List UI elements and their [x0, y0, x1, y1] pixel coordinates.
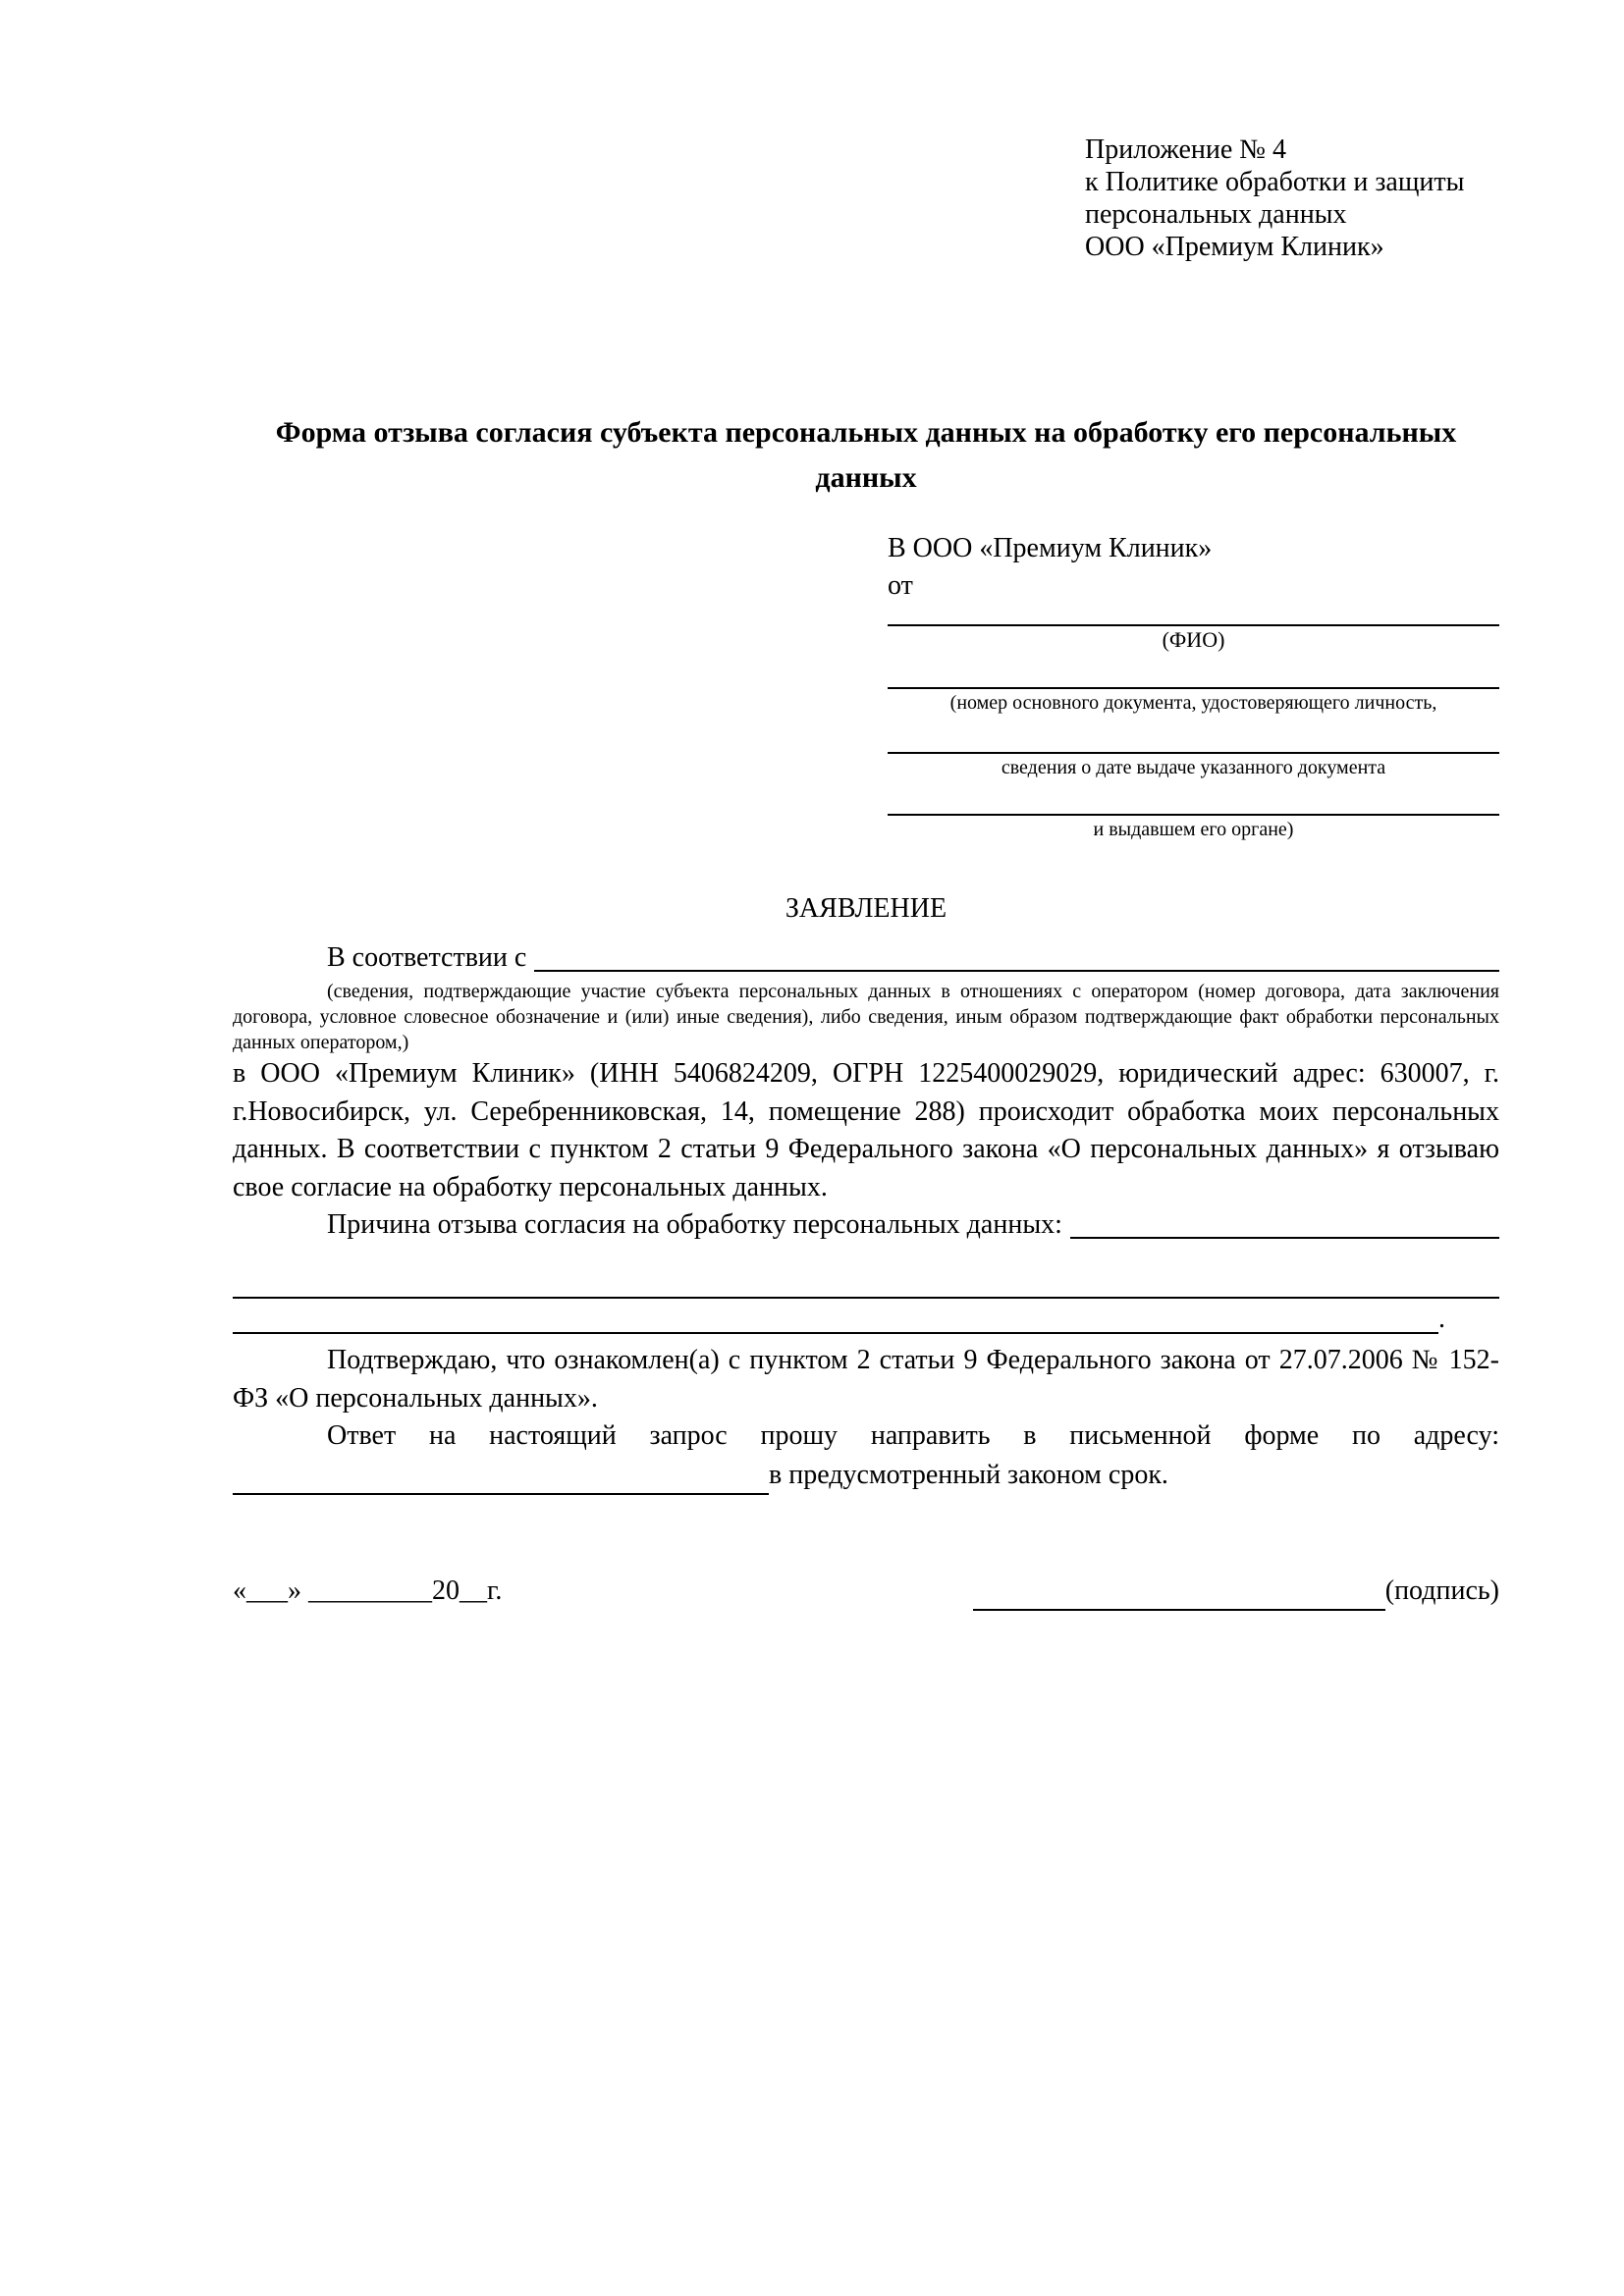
appendix-note	[1085, 133, 1499, 263]
statement-body: в ООО «Премиум Клиник» (ИНН 5406824209, ОГРН 1225400029029, юридический адрес: 630007, г. г.Новосибирск, ул. Серебренниковская, 14, помещение 288) происходит обработка моих персональных данных. В соответствии с пунктом 2 статьи 9 Федерального закона «О персональных данных» я отзываю свое согласие на обработку персональных данных.	[233, 1058, 1499, 1202]
statement-heading: ЗАЯВЛЕНИЕ	[785, 893, 947, 924]
appendix-note-line: ООО «Премиум Клиник»	[1085, 232, 1384, 262]
reason-blank-line	[1070, 1206, 1499, 1239]
signature-group	[973, 1572, 1499, 1611]
reason-prefix: Причина отзыва согласия на обработку персональных данных:	[327, 1209, 1062, 1240]
issuer-caption: и выдавшем его органе)	[1093, 819, 1294, 840]
addressee-from: от	[888, 570, 913, 601]
fio-caption: (ФИО)	[1162, 627, 1225, 652]
issue-date-caption: сведения о дате выдаче указанного документа	[1001, 757, 1386, 778]
signature-caption: (подпись)	[1384, 1575, 1499, 1606]
document-title: Форма отзыва согласия субъекта персональных данных на обработку его персональных данных	[275, 416, 1457, 494]
accordance-blank-line	[534, 939, 1499, 972]
accordance-prefix: В соответствии с	[327, 942, 527, 973]
reply-suffix: в предусмотренный законом срок.	[769, 1459, 1168, 1490]
signature-blank-line	[973, 1575, 1385, 1611]
reply-paragraph: Ответ на настоящий запрос прошу направить в письменной форме по адресу:	[327, 1420, 1499, 1451]
reason-continuation-blank-line-2	[233, 1297, 1438, 1334]
appendix-note-line: Приложение № 4	[1085, 134, 1286, 165]
reason-continuation-line-2	[233, 1299, 1499, 1334]
document-number-blank-line	[888, 654, 1499, 689]
addressee-block	[888, 530, 1499, 843]
issuer-blank-line	[888, 781, 1499, 816]
reply-address-blank-line	[233, 1460, 769, 1495]
confirmation-paragraph: Подтверждаю, что ознакомлен(а) с пунктом 2 статьи 9 Федерального закона от 27.07.2006 № 152-ФЗ «О персональных данных».	[233, 1345, 1499, 1414]
appendix-note-line: персональных данных	[1085, 199, 1347, 230]
reason-continuation-blank-line-1	[233, 1244, 1499, 1299]
reason-terminator: .	[1438, 1304, 1445, 1334]
accordance-line	[233, 939, 1499, 977]
document-number-caption: (номер основного документа, удостоверяющего личность,	[949, 692, 1437, 714]
date-blank: «___» _________20__г.	[233, 1575, 503, 1606]
reply-address-line	[233, 1456, 1499, 1495]
reason-line	[233, 1206, 1499, 1244]
fio-blank-line	[888, 605, 1499, 626]
signing-row	[233, 1572, 1499, 1611]
appendix-note-line: к Политике обработки и защиты	[1085, 167, 1465, 197]
issue-date-blank-line	[888, 717, 1499, 754]
addressee-to: В ООО «Премиум Клиник»	[888, 533, 1213, 563]
fine-print-note: (сведения, подтверждающие участие субъекта персональных данных в отношениях с оператором (номер договора, дата заключения договора, условное словесное обозначение и (или) иные сведения), либо сведения, иным образом подтверждающие факт обработки персональных данных оператором,)	[233, 981, 1499, 1053]
